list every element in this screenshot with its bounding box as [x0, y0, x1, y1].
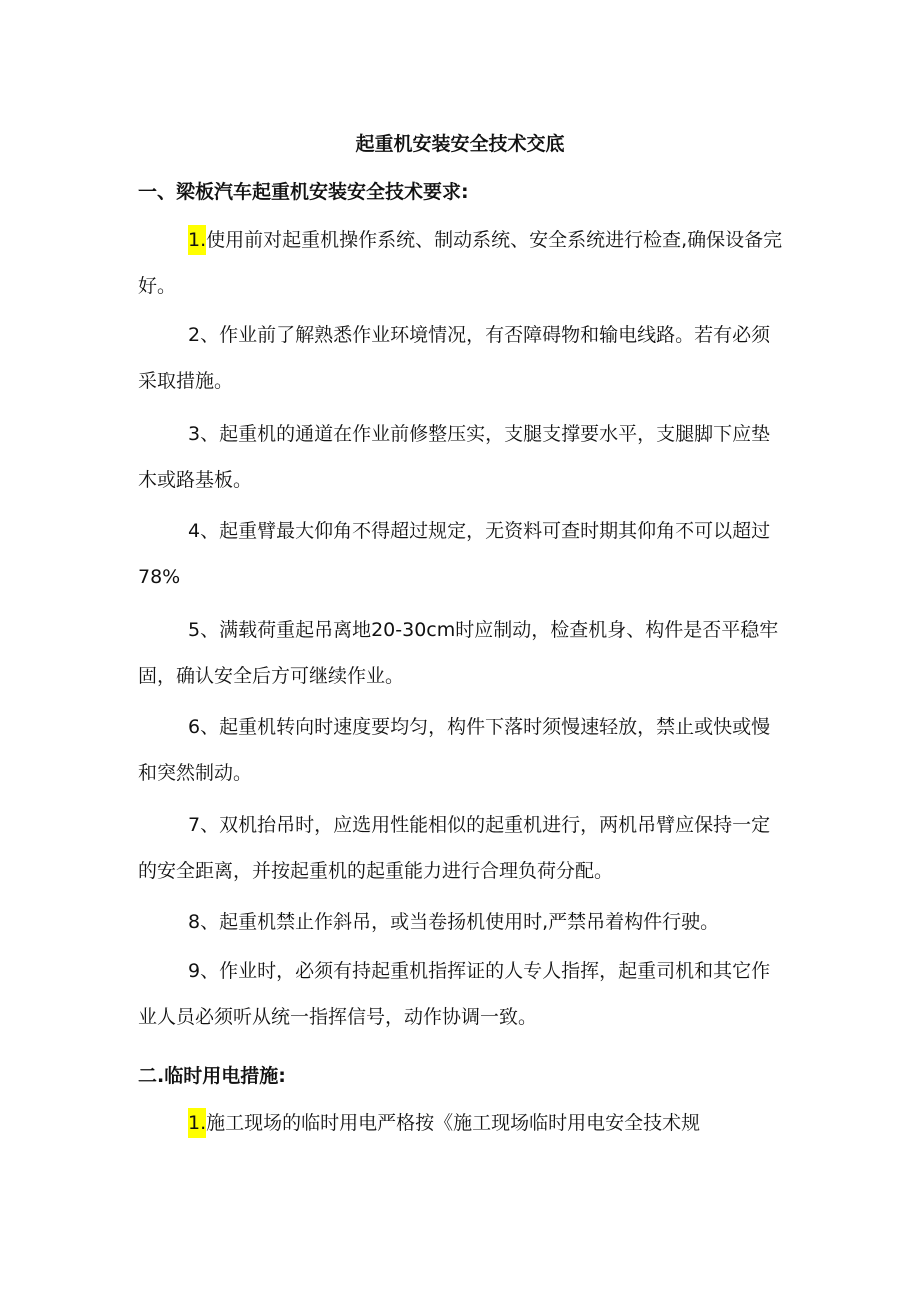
list-item-2-1	[138, 1100, 788, 1146]
item-text: 起重机转向时速度要均匀，构件下落时须慢速轻放，禁止或快或慢和突然制动。	[138, 716, 771, 784]
list-item-1-1	[138, 217, 788, 309]
list-item-1-3	[138, 411, 788, 503]
item-text: 施工现场的临时用电严格按《施工现场临时用电安全技术规	[206, 1112, 701, 1134]
item-text: 作业时，必须有持起重机指挥证的人专人指挥，起重司机和其它作业人员必须听从统一指挥信号，动作协调一致。	[138, 960, 771, 1028]
item-text: 使用前对起重机操作系统、制动系统、安全系统进行检查,确保设备完好。	[138, 229, 783, 297]
list-item-1-9	[138, 948, 788, 1040]
item-number: 3、	[188, 423, 220, 445]
section-heading-1: 一、梁板汽车起重机安装安全技术要求:	[138, 181, 469, 203]
list-item-1-8	[138, 899, 788, 945]
item-text: 起重臂最大仰角不得超过规定，无资料可查时期其仰角不可以超过78%	[138, 520, 771, 588]
item-text: 双机抬吊时，应选用性能相似的起重机进行，两机吊臂应保持一定的安全距离，并按起重机的起重能力进行合理负荷分配。	[138, 814, 771, 882]
item-text: 作业前了解熟悉作业环境情况，有否障碍物和输电线路。若有必须采取措施。	[138, 324, 771, 392]
item-number: 4、	[188, 520, 220, 542]
document-title: 起重机安装安全技术交底	[355, 133, 565, 155]
item-number: 8、	[188, 911, 220, 933]
item-text: 起重机的通道在作业前修整压实，支腿支撑要水平，支腿脚下应垫木或路基板。	[138, 423, 771, 491]
item-number: 1.	[188, 225, 206, 255]
list-item-1-2	[138, 312, 788, 404]
item-number: 1.	[188, 1108, 206, 1138]
list-item-1-5	[138, 607, 788, 699]
section-heading-2: 二.临时用电措施:	[138, 1065, 286, 1087]
item-text: 起重机禁止作斜吊，或当卷扬机使用时,严禁吊着构件行驶。	[219, 911, 720, 933]
item-number: 5、	[188, 619, 220, 641]
item-number: 9、	[188, 960, 220, 982]
list-item-1-6	[138, 704, 788, 796]
item-number: 2、	[188, 324, 220, 346]
list-item-1-4	[138, 508, 788, 600]
item-text: 满载荷重起吊离地20-30cm时应制动，检查机身、构件是否平稳牢固，确认安全后方可继续作业。	[138, 619, 779, 687]
item-number: 6、	[188, 716, 220, 738]
item-number: 7、	[188, 814, 220, 836]
list-item-1-7	[138, 802, 788, 894]
